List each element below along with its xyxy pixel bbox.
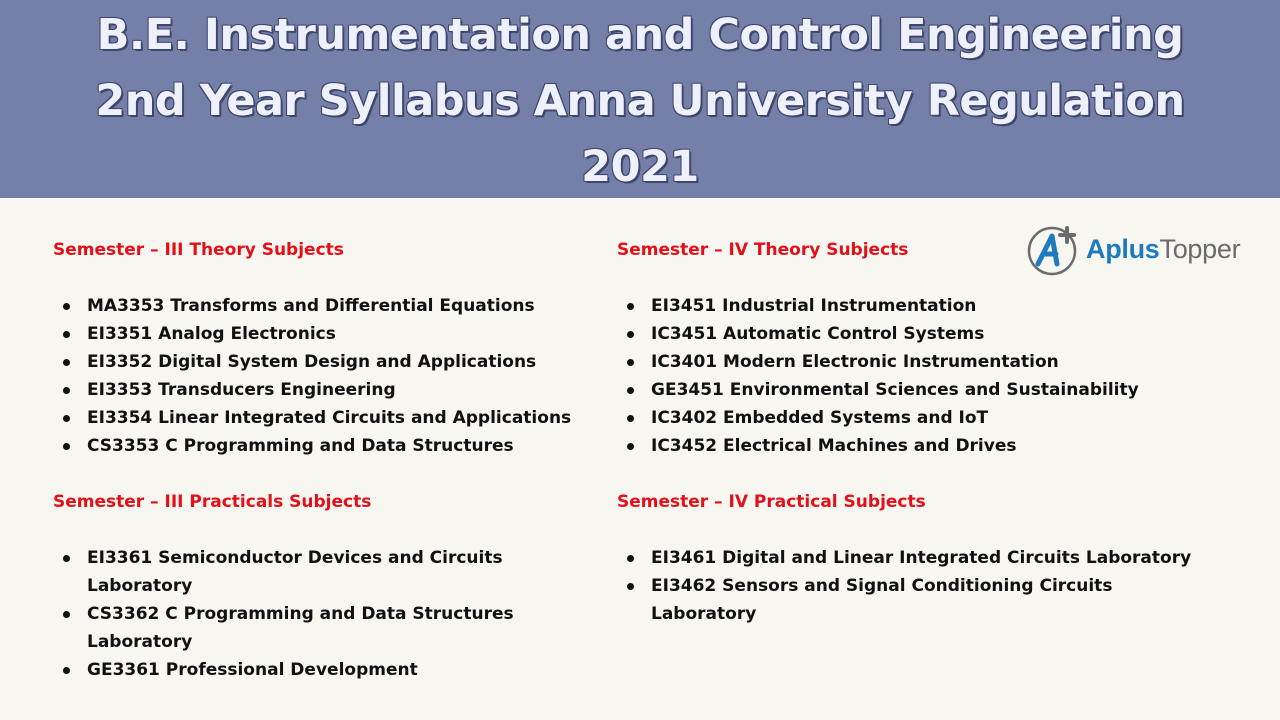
- list-item: [53, 432, 583, 460]
- list-item: [53, 292, 583, 320]
- title-banner: [0, 0, 1280, 198]
- semester-iii-column: [53, 236, 583, 712]
- logo-text-topper: Topper: [1159, 233, 1241, 264]
- semester-iv-practical-heading: Semester – IV Practical Subjects: [617, 492, 926, 512]
- bullet-icon: [627, 359, 634, 366]
- bullet-icon: [63, 555, 70, 562]
- semester-iii-practical-heading: Semester – III Practicals Subjects: [53, 492, 372, 512]
- bullet-icon: [627, 303, 634, 310]
- list-item: [617, 404, 1217, 432]
- bullet-icon: [63, 387, 70, 394]
- bullet-icon: [63, 415, 70, 422]
- subject-label: CS3362 C Programming and Data Structures Laboratory: [87, 604, 514, 652]
- list-item: [53, 600, 583, 656]
- semester-iii-theory-heading: Semester – III Theory Subjects: [53, 240, 344, 260]
- bullet-icon: [627, 387, 634, 394]
- logo-text-aplus: Aplus: [1086, 233, 1160, 264]
- list-item: [53, 656, 583, 684]
- list-item: [617, 348, 1217, 376]
- list-item: [617, 544, 1217, 572]
- subject-label: IC3451 Automatic Control Systems: [651, 324, 985, 344]
- list-item: [53, 320, 583, 348]
- semester-iv-theory-list: [617, 292, 1217, 460]
- list-item: [617, 432, 1217, 460]
- bullet-icon: [627, 583, 634, 590]
- bullet-icon: [63, 359, 70, 366]
- subject-label: EI3461 Digital and Linear Integrated Circuits Laboratory: [651, 548, 1192, 568]
- subject-label: IC3402 Embedded Systems and IoT: [651, 408, 989, 428]
- semester-iv-column: [617, 233, 1217, 656]
- subject-label: EI3361 Semiconductor Devices and Circuits Laboratory: [87, 548, 503, 596]
- semester-iv-practical-list: [617, 544, 1217, 628]
- bullet-icon: [63, 331, 70, 338]
- bullet-icon: [63, 667, 70, 674]
- bullet-icon: [627, 443, 634, 450]
- subject-label: CS3353 C Programming and Data Structures: [87, 436, 514, 456]
- list-item: [53, 348, 583, 376]
- list-item: [53, 376, 583, 404]
- bullet-icon: [63, 303, 70, 310]
- list-item: [617, 376, 1217, 404]
- bullet-icon: [627, 415, 634, 422]
- subject-label: GE3451 Environmental Sciences and Sustainability: [651, 380, 1139, 400]
- subject-label: IC3452 Electrical Machines and Drives: [651, 436, 1017, 456]
- subject-label: EI3352 Digital System Design and Applications: [87, 352, 537, 372]
- semester-iv-theory-heading: Semester – IV Theory Subjects: [617, 240, 909, 260]
- subject-label: MA3353 Transforms and Differential Equations: [87, 296, 535, 316]
- page-title: B.E. Instrumentation and Control Engineering 2nd Year Syllabus Anna University Regulation 2021: [95, 10, 1185, 192]
- list-item: [617, 292, 1217, 320]
- subject-label: IC3401 Modern Electronic Instrumentation: [651, 352, 1059, 372]
- semester-iii-theory-list: [53, 292, 583, 460]
- subject-label: GE3361 Professional Development: [87, 660, 418, 680]
- subject-label: EI3354 Linear Integrated Circuits and Applications: [87, 408, 572, 428]
- subject-label: EI3451 Industrial Instrumentation: [651, 296, 977, 316]
- list-item: [53, 544, 583, 600]
- list-item: [617, 320, 1217, 348]
- bullet-icon: [63, 611, 70, 618]
- list-item: [53, 404, 583, 432]
- subject-label: EI3353 Transducers Engineering: [87, 380, 396, 400]
- bullet-icon: [627, 331, 634, 338]
- subject-label: EI3462 Sensors and Signal Conditioning Circuits Laboratory: [651, 576, 1113, 624]
- semester-iii-practical-list: [53, 544, 583, 684]
- list-item: [617, 572, 1217, 628]
- bullet-icon: [627, 555, 634, 562]
- subject-label: EI3351 Analog Electronics: [87, 324, 336, 344]
- bullet-icon: [63, 443, 70, 450]
